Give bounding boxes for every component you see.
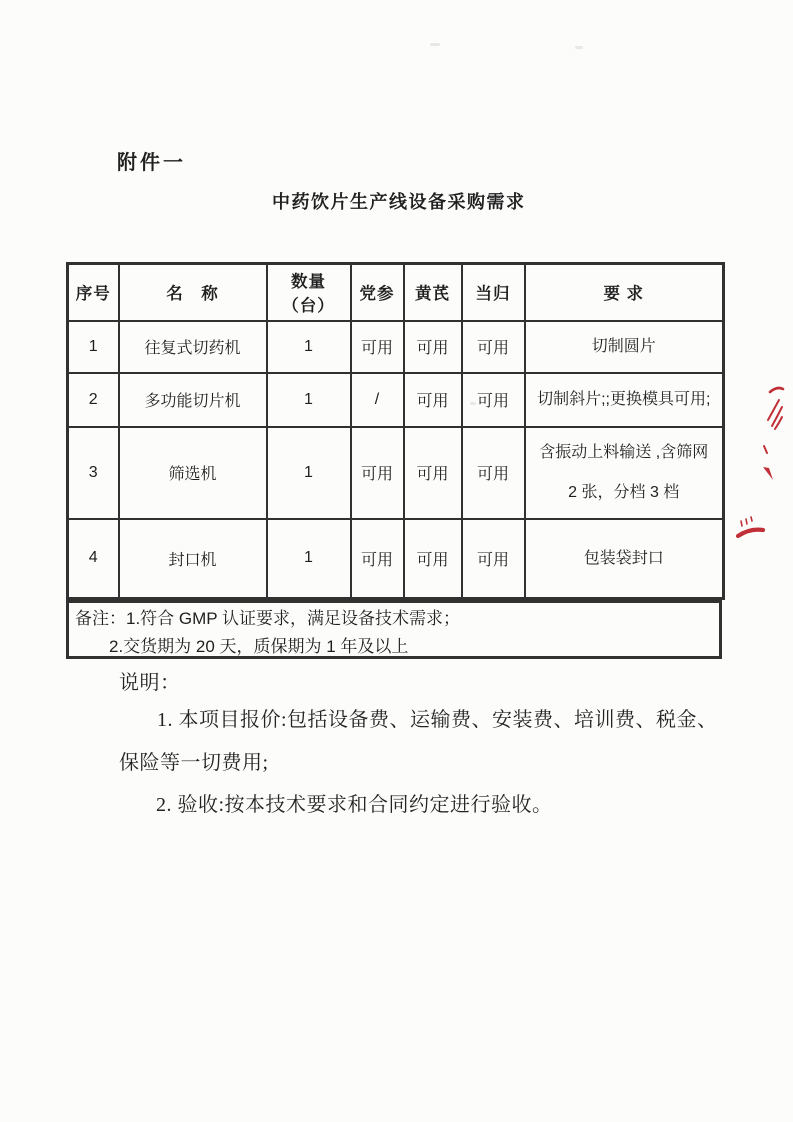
description-item1-line2: 保险等一切费用; — [119, 752, 269, 774]
cell-huangqi: 可用 — [404, 321, 462, 373]
notes-box — [66, 600, 722, 659]
notes-line-1 — [75, 605, 713, 633]
cell-huangqi: 可用 — [404, 427, 462, 519]
description-heading: 说明： — [119, 672, 181, 694]
table-header-row — [68, 264, 724, 321]
cell-huangqi: 可用 — [404, 373, 462, 427]
cell-dangshen: 可用 — [351, 321, 404, 373]
red-pen-marks — [730, 380, 790, 545]
col-header-name: 名 称 — [119, 264, 267, 321]
description-item2: 2. 验收:按本技术要求和合同约定进行验收。 — [156, 794, 553, 816]
cell-seq: 4 — [68, 519, 119, 599]
cell-qty: 1 — [267, 373, 351, 427]
cell-danggui: 可用 — [462, 373, 525, 427]
equipment-table — [66, 262, 725, 600]
scan-speck — [430, 43, 440, 46]
notes-text-1: 1.符合 GMP 认证要求，满足设备技术需求； — [126, 609, 461, 628]
cell-seq: 2 — [68, 373, 119, 427]
cell-requirement: 包装袋封口 — [525, 519, 724, 599]
cell-danggui: 可用 — [462, 519, 525, 599]
cell-seq: 1 — [68, 321, 119, 373]
col-header-huangqi: 黄芪 — [404, 264, 462, 321]
description-item1-line1: 1. 本项目报价:包括设备费、运输费、安装费、培训费、税金、 — [157, 709, 718, 731]
col-header-seq: 序号 — [68, 264, 119, 321]
col-header-dangshen: 党参 — [351, 264, 404, 321]
cell-danggui: 可用 — [462, 427, 525, 519]
notes-line-2: 2.交货期为 20 天，质保期为 1 年及以上 — [109, 637, 409, 656]
cell-requirement: 切制圆片 — [525, 321, 724, 373]
cell-requirement: 含振动上料输送 ,含筛网 2 张，分档 3 档 — [525, 427, 724, 519]
cell-qty: 1 — [267, 427, 351, 519]
cell-qty: 1 — [267, 519, 351, 599]
cell-name: 往复式切药机 — [119, 321, 267, 373]
table-row — [68, 321, 724, 373]
cell-name: 多功能切片机 — [119, 373, 267, 427]
cell-name: 筛选机 — [119, 427, 267, 519]
cell-seq: 3 — [68, 427, 119, 519]
cell-dangshen: / — [351, 373, 404, 427]
col-header-danggui: 当归 — [462, 264, 525, 321]
cell-name: 封口机 — [119, 519, 267, 599]
cell-requirement: 切制斜片;;更换模具可用; — [525, 373, 724, 427]
table-row — [68, 373, 724, 427]
cell-qty: 1 — [267, 321, 351, 373]
col-header-qty: 数量（台） — [267, 264, 351, 321]
attachment-label: 附件一 — [117, 152, 186, 174]
notes-label: 备注： — [75, 609, 126, 628]
document-title: 中药饮片生产线设备采购需求 — [272, 192, 526, 212]
cell-huangqi: 可用 — [404, 519, 462, 599]
table-row — [68, 519, 724, 599]
cell-dangshen: 可用 — [351, 427, 404, 519]
col-header-requirement: 要 求 — [525, 264, 724, 321]
scan-speck — [575, 46, 583, 49]
table-row — [68, 427, 724, 519]
cell-dangshen: 可用 — [351, 519, 404, 599]
cell-danggui: 可用 — [462, 321, 525, 373]
